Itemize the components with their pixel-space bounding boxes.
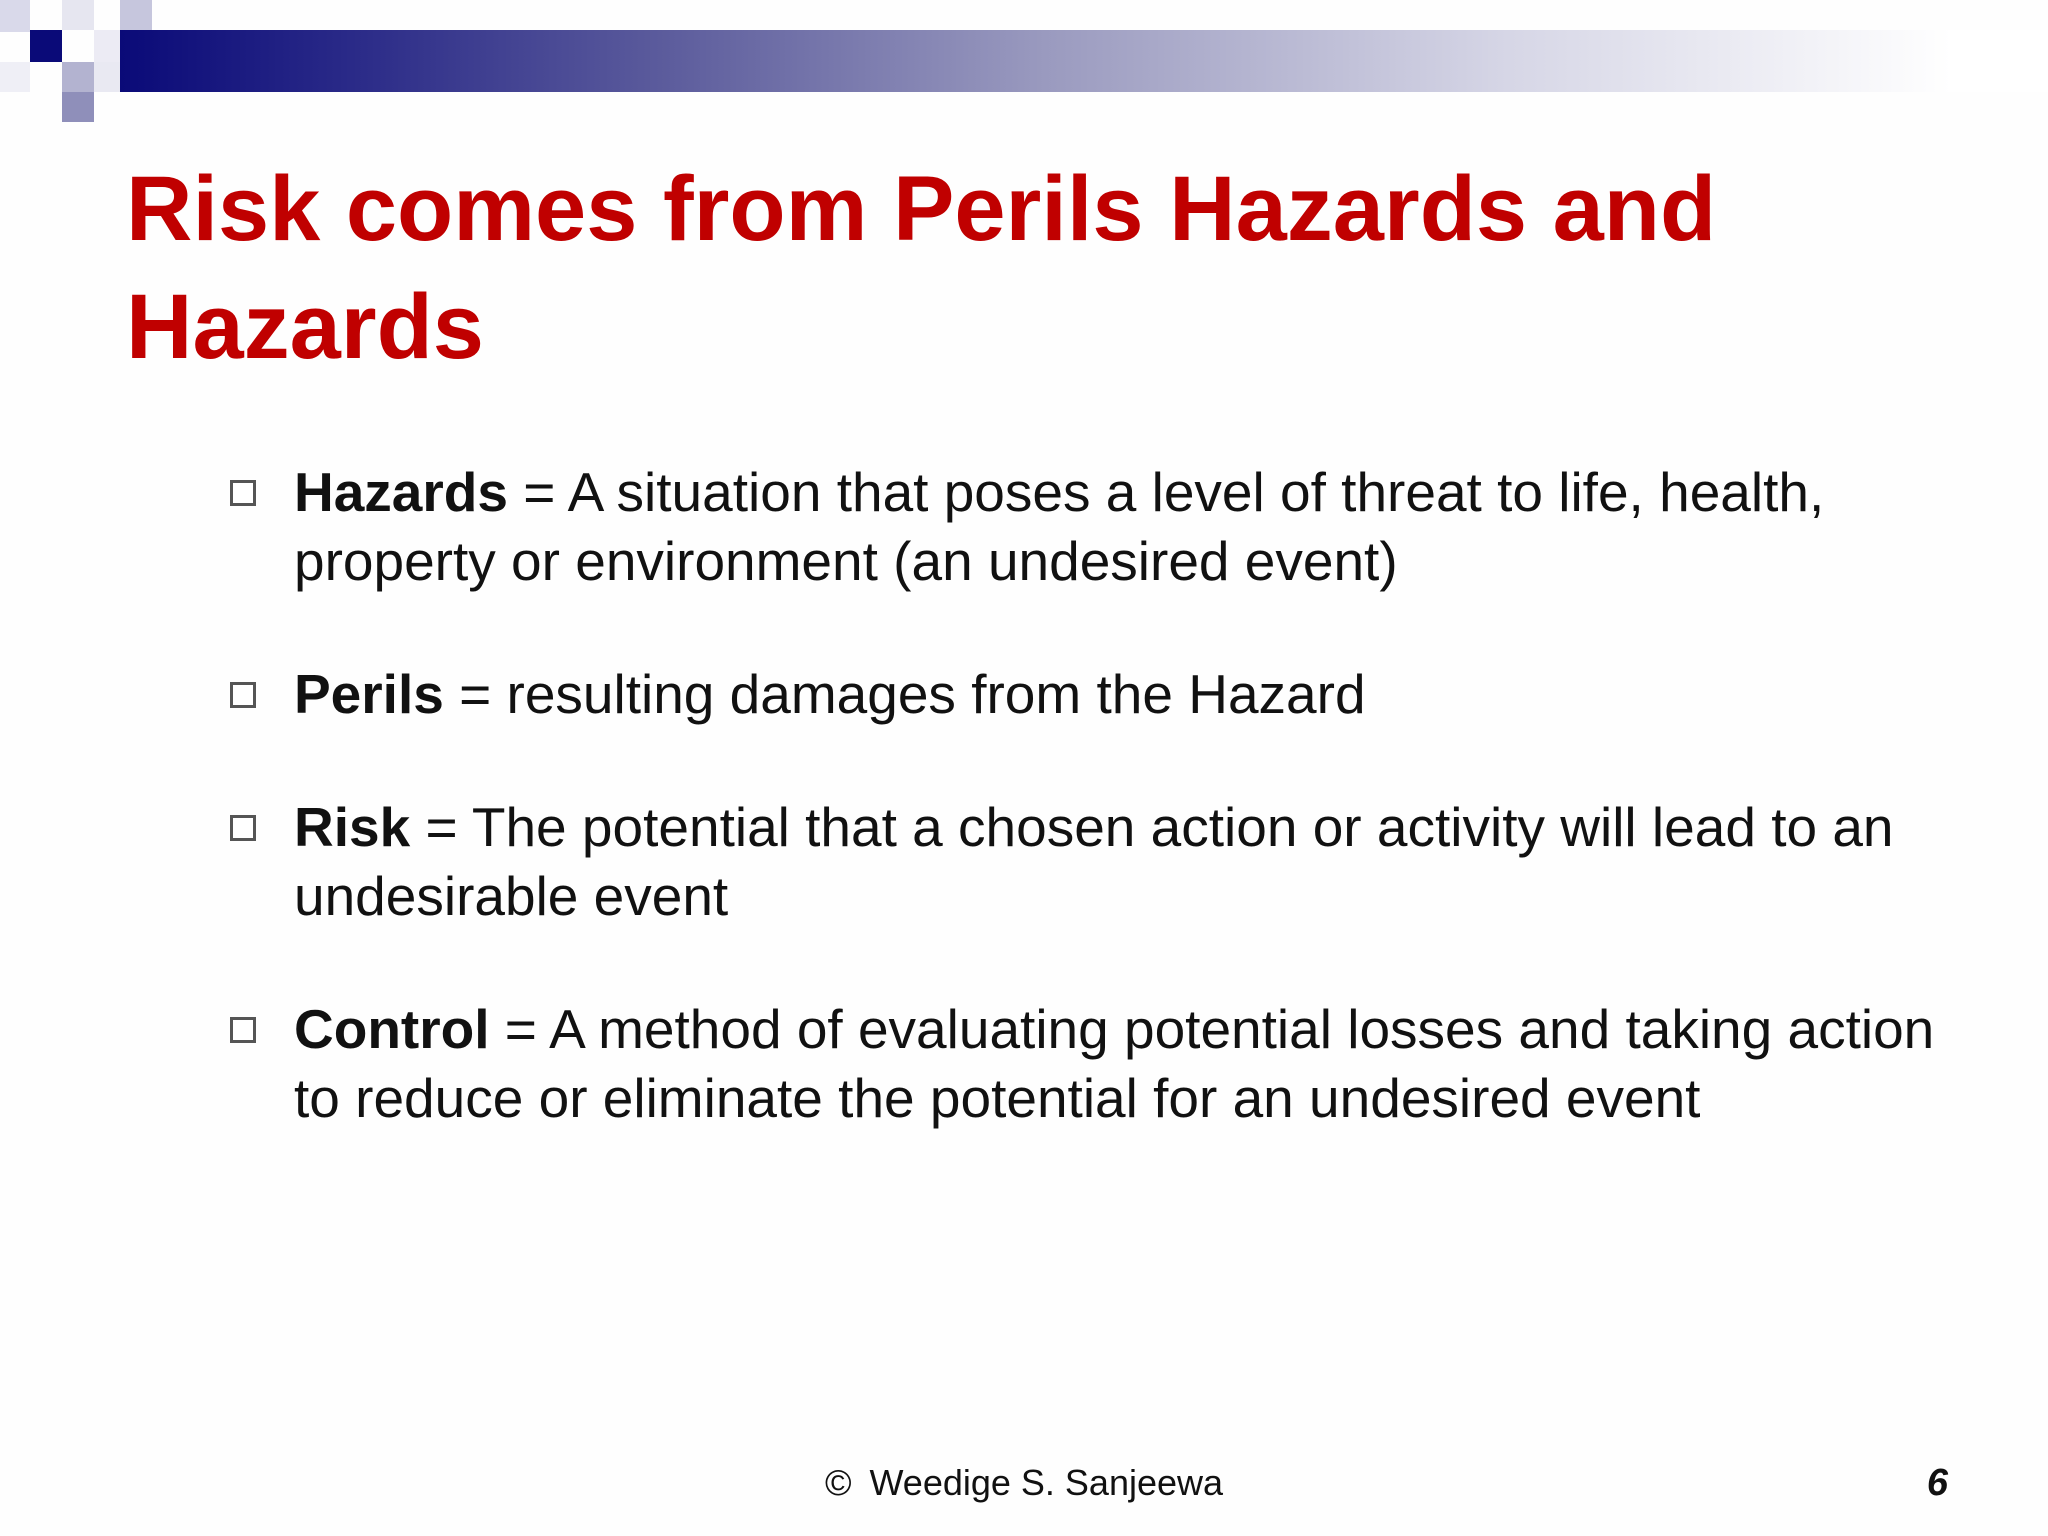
bullet-term: Control xyxy=(294,998,490,1060)
decor-square xyxy=(120,0,152,30)
decor-square xyxy=(0,62,30,92)
bullet-term: Hazards xyxy=(294,461,508,523)
bullet-item xyxy=(230,793,1950,931)
decor-square xyxy=(62,62,94,92)
bullet-definition: = resulting damages from the Hazard xyxy=(443,663,1366,725)
slide-footer xyxy=(0,1458,2048,1518)
page-number: 6 xyxy=(1926,1462,1948,1504)
copyright-icon: © xyxy=(824,1462,852,1503)
bullet-item xyxy=(230,660,1950,729)
checkbox-bullet-icon xyxy=(230,480,256,506)
bullet-list xyxy=(230,458,1950,1197)
footer-author xyxy=(0,1458,2048,1508)
checkbox-bullet-icon xyxy=(230,682,256,708)
bullet-item xyxy=(230,995,1950,1133)
header-gradient-bar xyxy=(120,30,2048,92)
author-name: Weedige S. Sanjeewa xyxy=(869,1462,1224,1503)
decor-square xyxy=(62,0,94,30)
decor-square xyxy=(94,62,120,92)
bullet-definition: = The potential that a chosen action or activity will lead to an undesirable event xyxy=(294,796,1894,927)
bullet-definition: = A situation that poses a level of threat to life, health, property or environment (an undesired event) xyxy=(294,461,1825,592)
bullet-term: Risk xyxy=(294,796,411,858)
bullet-term: Perils xyxy=(294,663,444,725)
decor-square xyxy=(94,30,120,62)
decor-square xyxy=(62,92,94,122)
bullet-item xyxy=(230,458,1950,596)
decor-square xyxy=(0,0,30,32)
slide-title: Risk comes from Perils Hazards and Hazards xyxy=(126,158,1717,378)
bullet-definition: = A method of evaluating potential losses and taking action to reduce or eliminate the potential for an undesired event xyxy=(294,998,1935,1129)
checkbox-bullet-icon xyxy=(230,1017,256,1043)
decor-square xyxy=(30,30,62,62)
checkbox-bullet-icon xyxy=(230,815,256,841)
